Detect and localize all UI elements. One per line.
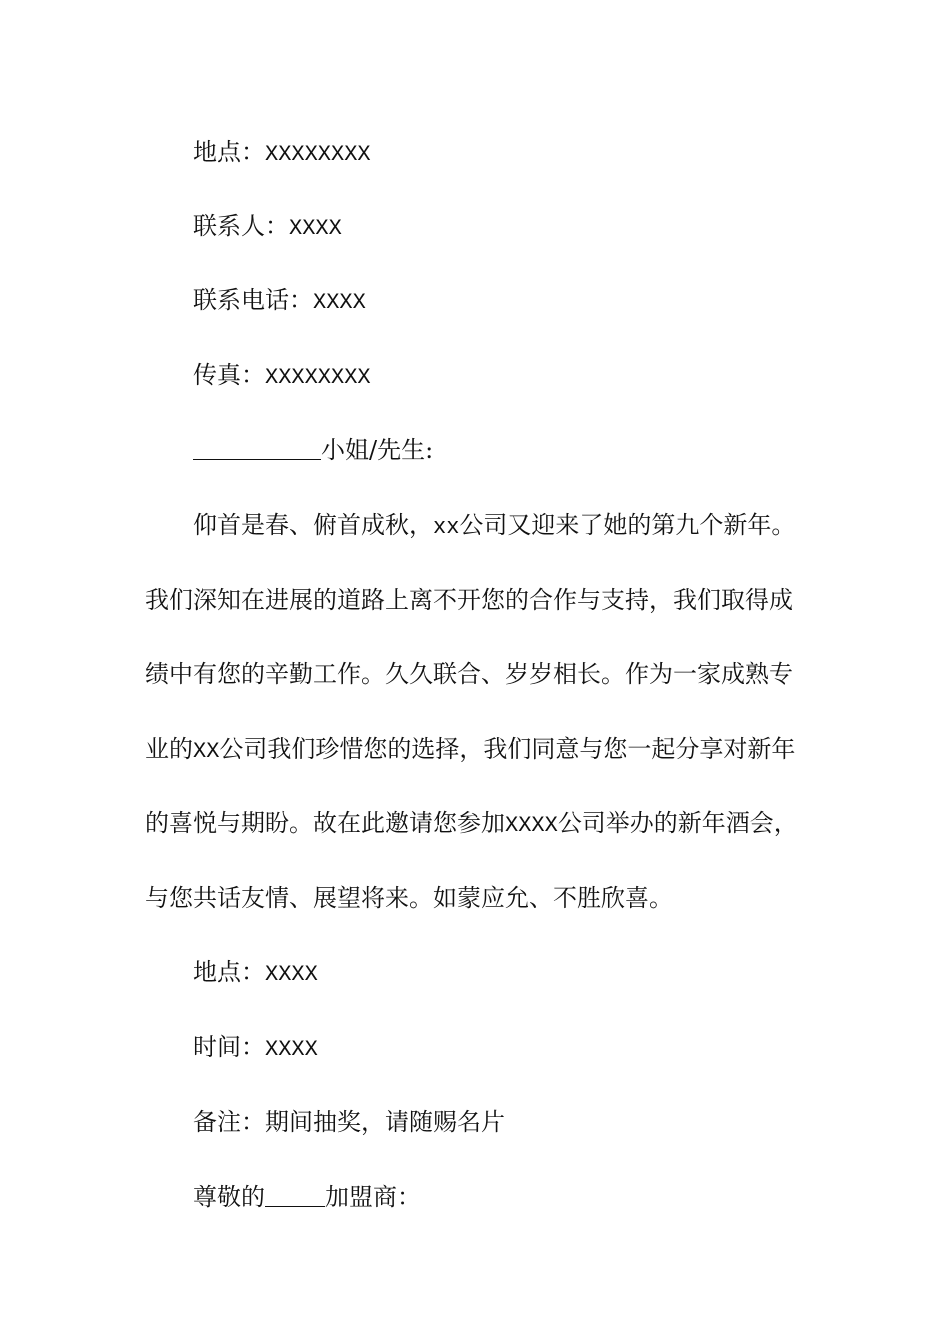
event-note-label: 备注：: [193, 1108, 265, 1136]
event-time-label: 时间：: [193, 1033, 265, 1061]
contact-location-value: XXXXXXXX: [265, 142, 371, 167]
body-line-2-text: 我们深知在进展的道路上离不开您的合作与支持，我们取得成: [145, 586, 793, 614]
event-note-line: [193, 1107, 863, 1137]
event-location-value: XXXX: [265, 962, 318, 987]
body-line-6-text: 与您共话友情、展望将来。如蒙应允、不胜欣喜。: [145, 884, 673, 912]
body-line-5: [145, 808, 815, 841]
event-note-value: 期间抽奖，请随赐名片: [265, 1108, 505, 1136]
contact-person-line: [193, 211, 863, 244]
body-line-4-text-a: 业的: [145, 735, 193, 763]
contact-person-label: 联系人：: [193, 212, 289, 240]
name-blank: [193, 437, 321, 460]
body-line-5-text-b: XXXX: [505, 813, 558, 838]
body-line-4: [145, 734, 815, 767]
contact-location-label: 地点：: [193, 138, 265, 166]
contact-fax-label: 传真：: [193, 361, 265, 389]
salutation-line: [193, 435, 863, 465]
contact-location-line: [193, 137, 863, 170]
body-line-1-text-c: 公司又迎来了她的第九个新年。: [459, 511, 796, 539]
body-line-1: [193, 510, 863, 543]
contact-fax-line: [193, 360, 863, 393]
body-line-1-text-b: xx: [433, 515, 460, 540]
body-line-5-text-c: 公司举办的新年酒会，: [557, 809, 798, 837]
event-location-line: [193, 957, 863, 990]
franchisee-blank: [265, 1184, 325, 1207]
contact-fax-value: XXXXXXXX: [265, 365, 371, 390]
event-time-value: XXXX: [265, 1037, 318, 1062]
body-line-4-text-c: 公司我们珍惜您的选择，我们同意与您一起分享对新年: [219, 735, 796, 763]
closing-line: [193, 1182, 863, 1212]
contact-person-value: XXXX: [289, 216, 342, 241]
body-line-3-text: 绩中有您的辛勤工作。久久联合、岁岁相长。作为一家成熟专: [145, 660, 793, 688]
body-line-1-text-a: 仰首是春、俯首成秋，: [193, 511, 433, 539]
body-line-5-text-a: 的喜悦与期盼。故在此邀请您参加: [145, 809, 505, 837]
body-line-3: [145, 659, 815, 689]
body-line-6: [145, 883, 815, 913]
contact-phone-label: 联系电话：: [193, 286, 313, 314]
closing-suffix: 加盟商：: [325, 1183, 421, 1211]
event-time-line: [193, 1032, 863, 1065]
salutation-suffix: 小姐/先生:: [321, 436, 434, 464]
contact-phone-value: XXXX: [313, 290, 366, 315]
event-location-label: 地点：: [193, 958, 265, 986]
body-line-2: [145, 585, 815, 615]
contact-phone-line: [193, 285, 863, 318]
body-line-4-text-b: XX: [193, 739, 220, 764]
closing-prefix: 尊敬的: [193, 1183, 265, 1211]
